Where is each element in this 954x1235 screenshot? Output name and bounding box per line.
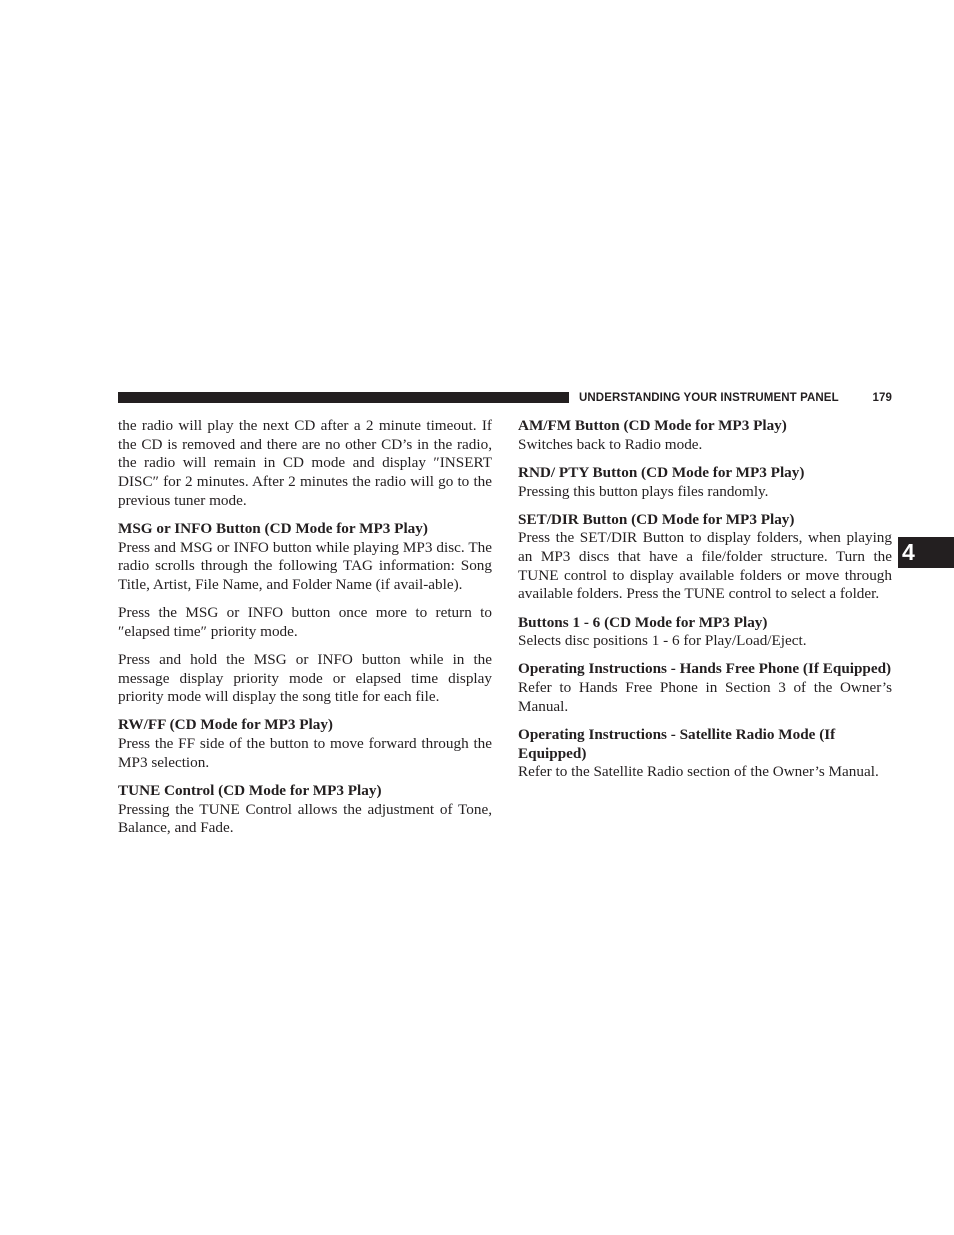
tune-control-section	[118, 782, 492, 838]
msg-info-section	[118, 520, 492, 595]
header-rule	[118, 392, 569, 403]
section-heading: AM/FM Button (CD Mode for MP3 Play)	[518, 417, 787, 434]
paragraph: Selects disc positions 1 - 6 for Play/Load/Eject.	[518, 632, 807, 650]
section-heading: RW/FF (CD Mode for MP3 Play)	[118, 716, 333, 734]
section-heading: Operating Instructions - Hands Free Phone (If Equipped)	[518, 660, 892, 678]
am-fm-section	[518, 417, 892, 454]
paragraph: Press the SET/DIR Button to display folders, when playing an MP3 discs that have a file/folder structure. Turn the TUNE control to display available folders or move through available folders. Press the TUNE control to select a folder.	[518, 529, 892, 603]
buttons-1-6-section	[518, 614, 892, 651]
satellite-radio-section	[518, 726, 892, 782]
running-header	[579, 389, 892, 407]
paragraph: Press and hold the MSG or INFO button while in the message display priority mode or elapsed time display priority mode will display the song title for each file.	[118, 650, 492, 706]
paragraph: Press and MSG or INFO button while playing MP3 disc. The radio scrolls through the following TAG information: Song Title, Artist, File Name, and Folder Name (if avail-able).	[118, 538, 492, 594]
right-column	[518, 417, 892, 791]
rnd-pty-section	[518, 464, 892, 501]
section-heading: Operating Instructions - Satellite Radio Mode (If Equipped)	[518, 725, 836, 762]
paragraph: Pressing this button plays files randomly.	[518, 482, 769, 500]
paragraph: Press the MSG or INFO button once more to return to ″elapsed time″ priority mode.	[118, 604, 492, 640]
paragraph: Press the FF side of the button to move forward through the MP3 selection.	[118, 735, 492, 771]
paragraph: Pressing the TUNE Control allows the adjustment of Tone, Balance, and Fade.	[118, 800, 492, 837]
page-number: 179	[872, 392, 892, 404]
paragraph: Switches back to Radio mode.	[518, 435, 703, 453]
intro-paragraph: the radio will play the next CD after a 2 minute timeout. If the CD is removed and there are no other CD’s in the radio, the radio will remain in CD mode and display ″INSERT DISC″ for 2 minutes. After 2 minutes the radio will go to the previous tuner mode.	[118, 417, 492, 509]
set-dir-section	[518, 511, 892, 605]
hands-free-phone-section	[518, 660, 892, 716]
section-heading: Buttons 1 - 6 (CD Mode for MP3 Play)	[518, 613, 768, 631]
paragraph: Refer to Hands Free Phone in Section 3 of the Owner’s Manual.	[518, 679, 892, 715]
paragraph: Refer to the Satellite Radio section of the Owner’s Manual.	[518, 763, 879, 781]
chapter-tab	[898, 537, 954, 568]
section-title: UNDERSTANDING YOUR INSTRUMENT PANEL	[579, 392, 839, 404]
left-column	[118, 417, 492, 847]
section-heading: SET/DIR Button (CD Mode for MP3 Play)	[518, 510, 795, 528]
section-heading: TUNE Control (CD Mode for MP3 Play)	[118, 781, 382, 799]
chapter-number: 4	[902, 539, 915, 565]
rw-ff-section	[118, 716, 492, 772]
section-heading: RND/ PTY Button (CD Mode for MP3 Play)	[518, 463, 805, 481]
section-heading: MSG or INFO Button (CD Mode for MP3 Play)	[118, 519, 428, 537]
